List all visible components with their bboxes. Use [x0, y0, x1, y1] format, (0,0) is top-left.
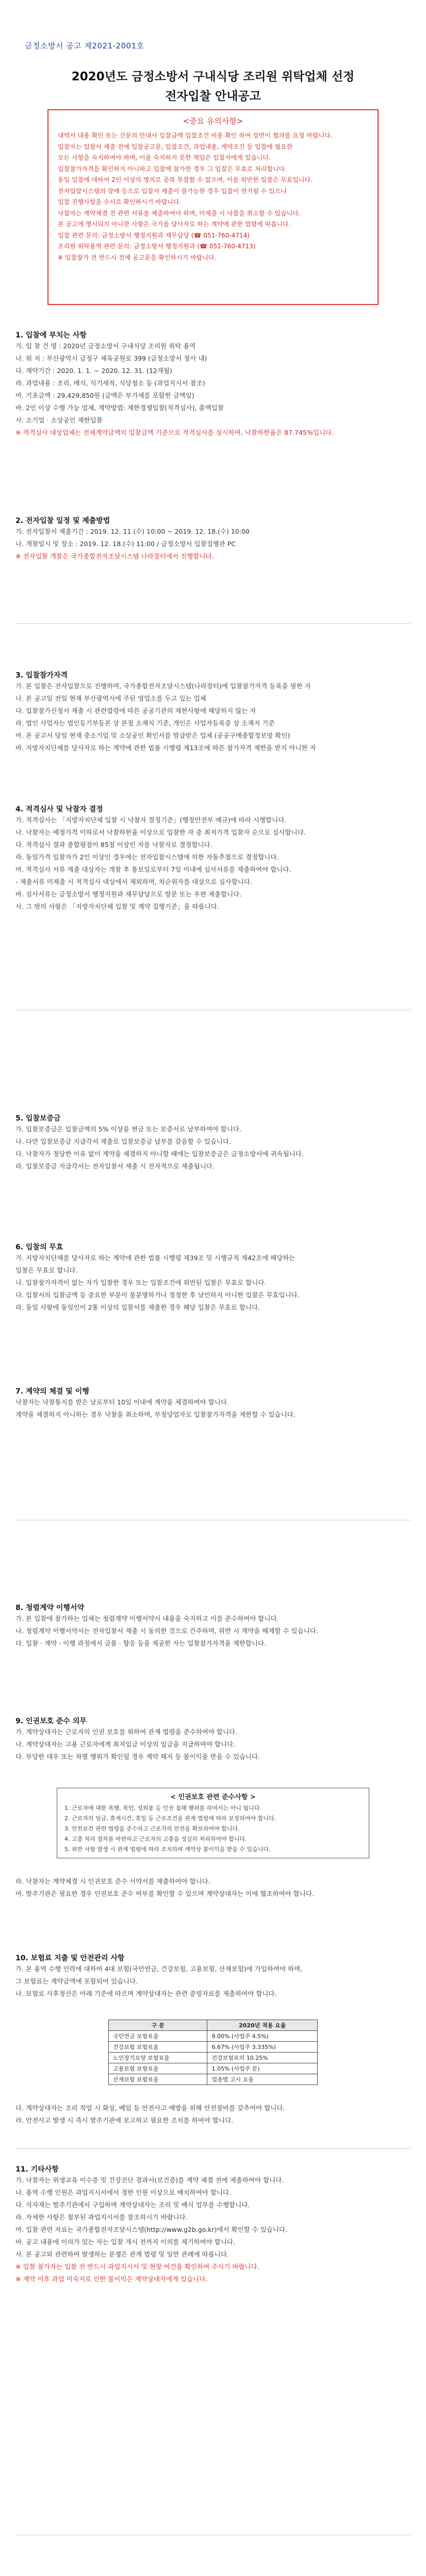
section-title: 1. 입찰에 부치는 사항 — [15, 331, 87, 340]
section-line: 다. 부당한 대우 또는 차별 행위가 확인될 경우 계약 해지 등 불이익을 받을 수 있습니다. — [15, 1753, 260, 1760]
section-line: 가. 입 찰 건 명 : 2020년 금정소방서 구내식당 조리원 위탁 용역 — [15, 342, 196, 350]
section-line: 가. 적격심사는 「지방자치단체 입찰 시 낙찰자 결정기준」(행정안전부 예규)에 따라 시행합니다. — [15, 816, 287, 824]
section-title: 10. 보험료 지출 및 안전관리 사항 — [15, 1954, 125, 1962]
section-line: 가. 전자입찰서 제출기간 : 2019. 12. 11.(수) 10:00 ~ 2019. 12. 18.(수) 10:00 — [15, 528, 250, 535]
table-cell: 건강보험 보험료율 — [109, 2042, 207, 2053]
table-row — [109, 2074, 318, 2085]
section-line: 나. 청렴계약 이행서약서는 전자입찰서 제출 시 동의한 것으로 간주하며, 위반 시 계약을 해제할 수 있습니다. — [15, 1627, 318, 1635]
table-cell: 국민연금 보험료율 — [109, 2031, 207, 2042]
notice-line: ※ 입찰참가 전 반드시 전체 공고문을 확인하시기 바랍니다. — [58, 253, 217, 261]
section-line: 나. 본 공고일 전일 현재 부산광역시에 주된 영업소를 두고 있는 업체 — [15, 694, 206, 702]
notice-line: 입찰참가자격을 확인하지 아니하고 입찰에 참가한 경우 그 입찰은 무효로 처리합니다. — [58, 165, 287, 173]
section-line: 라. 동일 사항에 동일인이 2통 이상의 입찰서를 제출한 경우 해당 입찰은 무효로 합니다. — [15, 1303, 260, 1311]
section-line: 가. 본 입찰은 전자입찰으로 진행하며, 국가종합전자조달시스템(나라장터)에 입찰참가자격 등록을 필한 자 — [15, 682, 311, 690]
section-10 — [15, 1953, 411, 2000]
table-row — [109, 2042, 318, 2053]
section-line: 가. 낙찰자는 위생교육 이수증 및 건강진단 결과서(보건증)를 계약 체결 전에 제출하여야 합니다. — [15, 2176, 284, 2184]
table-row — [109, 2063, 318, 2074]
section-line: 라. 자세한 사항은 첨부된 과업지시서를 참조하시기 바랍니다. — [15, 2213, 188, 2221]
table-cell: 건강보험료의 10.25% — [207, 2053, 318, 2063]
table-row — [109, 2053, 318, 2063]
section-line: 가. 본 용역 수행 인력에 대하여 4대 보험(국민연금, 건강보험, 고용보험, 산재보험)에 가입하여야 하며, — [15, 1965, 303, 1973]
section-line: 가. 본 입찰에 참가하는 업체는 청렴계약 이행서약서 내용을 숙지하고 이를 준수하여야 합니다. — [15, 1615, 279, 1622]
section-line: 다. 계약기간 : 2020. 1. 1. ~ 2020. 12. 31. (12개월) — [15, 367, 172, 375]
notice-line: 조리원 위탁용역 관련 문의: 금정소방서 행정지원과 (☎ 051-760-4713) — [58, 243, 256, 250]
notice-line: 동일 입찰에 대하여 2인 이상의 명의로 중복 투찰할 수 없으며, 이를 위반한 입찰은 무효입니다. — [58, 176, 313, 183]
section-title: 6. 입찰의 무효 — [15, 1243, 63, 1251]
section-line: 나. 보험료 사후정산은 아래 기준에 따르며 계약상대자는 관련 증빙자료를 제출하여야 합니다. — [15, 1990, 277, 1997]
section-line: 가. 입찰보증금은 입찰금액의 5% 이상을 현금 또는 보증서로 납부하여야 합니다. — [15, 1125, 241, 1133]
table-header-cell: 2020년 적용 요율 — [207, 2020, 318, 2031]
section-5 — [15, 1113, 411, 1173]
section-line: 다. 적격심사 결과 종합평점이 85점 이상인 자를 낙찰자로 결정합니다. — [15, 841, 212, 849]
notice-line: 입찰 관련 문의: 금정소방서 행정지원과 재무담당 (☎ 051-760-4714) — [58, 231, 250, 239]
divider — [15, 623, 411, 624]
section-line: 다. 입찰참가신청서 제출 시 관련법령에 따른 공공기관의 제한사항에 해당하지 않는 자 — [15, 707, 256, 715]
section-line: 다. 입찰서의 입찰금액 등 중요한 부분이 불분명하거나 정정한 후 날인하지 아니한 입찰은 무효입니다. — [15, 1291, 300, 1299]
section-3 — [15, 670, 411, 754]
section-line: 마. 입찰 관련 자료는 국가종합전자조달시스템(http://www.g2b.go.kr)에서 확인할 수 있습니다. — [15, 2226, 287, 2233]
section-10-continued — [15, 2102, 411, 2127]
section-line: 나. 다만 입찰보증금 지급각서 제출로 입찰보증금 납부를 갈음할 수 있습니다. — [15, 1138, 232, 1145]
section-11 — [15, 2164, 411, 2285]
table-cell: 업종별 고시 요율 — [207, 2074, 318, 2085]
notice-line: 본 공고에 명시되지 아니한 사항은 국가를 당사자로 하는 계약에 관한 법령에 따릅니다. — [58, 221, 291, 228]
section-line: 가. 계약상대자는 근로자의 인권 보호를 위하여 관계 법령을 준수하여야 합니다. — [15, 1728, 238, 1736]
box-line: 2. 근로자의 임금, 휴게시간, 휴일 등 근로조건을 관계 법령에 따라 보장하여야 합니다. — [64, 1815, 276, 1822]
box-line: 3. 안전보건 관련 법령을 준수하고 근로자의 안전을 확보하여야 합니다. — [64, 1825, 240, 1832]
table-row — [109, 2031, 318, 2042]
box-title: < 인권보호 관련 준수사항 > — [170, 1793, 256, 1801]
document-subtitle: 전자입찰 안내공고 — [165, 90, 261, 103]
box-line: 5. 위반 사항 발생 시 관계 법령에 따라 조치하며 계약상 불이익을 받을 수 있습니다. — [64, 1846, 271, 1853]
divider — [15, 2148, 411, 2149]
table-cell: 산재보험 보험료율 — [109, 2074, 207, 2085]
section-warning: ※ 전자입찰 개찰은 국가종합전자조달시스템 나라장터에서 진행합니다. — [15, 552, 214, 560]
section-line: 마. 발주기관은 필요한 경우 인권보호 준수 여부를 확인할 수 있으며 계약상대자는 이에 협조하여야 합니다. — [15, 1890, 314, 1897]
human-rights-box — [57, 1788, 369, 1858]
notice-number: 금정소방서 공고 제2021-2001호 — [25, 41, 144, 50]
table-header-row — [109, 2020, 318, 2031]
section-line: 나. 입찰참가자격이 없는 자가 입찰한 경우 또는 입찰조건에 위반된 입찰은 무효로 합니다. — [15, 1279, 267, 1286]
section-line: 나. 낙찰자는 예정가격 이하로서 낙찰하한율 이상으로 입찰한 자 중 최저가격 입찰자 순으로 심사합니다. — [15, 828, 306, 836]
section-line: 마. 본 공고서 당일 현재 중소기업 및 소상공인 확인서를 발급받은 업체 (공공구매종합정보망 확인) — [15, 732, 290, 739]
section-line: 사. 그 밖의 사항은 「지방자치단체 입찰 및 계약 집행기준」을 따릅니다. — [15, 903, 219, 910]
section-line: 나. 용역 수행 인원은 과업지시서에서 정한 인원 이상으로 배치하여야 합니다. — [15, 2189, 232, 2196]
section-line: 다. 입찰 · 계약 · 이행 과정에서 금품 · 향응 등을 제공한 자는 입찰참가자격을 제한합니다. — [15, 1639, 267, 1647]
notice-line: 내역서 내용 확인 또는 신분의 안내사 입찰금액 입찰조건 비용 확인 하여 상반이 협의를 요청 바랍니다. — [58, 132, 333, 139]
section-line: 가. 지방자치단체를 당사자로 하는 계약에 관한 법률 시행령 제39조 및 시행규칙 제42조에 해당하는 — [15, 1254, 296, 1262]
section-4 — [15, 804, 411, 913]
notice-box-title: <중요 유의사항> — [183, 116, 243, 126]
section-line: 다. 계약상대자는 조리 작업 시 화상, 베임 등 안전사고 예방을 위해 안전장비를 갖추어야 합니다. — [15, 2104, 285, 2112]
insurance-rate-table — [108, 2020, 318, 2085]
section-line: 계약을 체결하지 아니하는 경우 낙찰을 취소하며, 부정당업자로 입찰참가자격을 제한할 수 있습니다. — [15, 1411, 296, 1418]
section-line: 낙찰자는 낙찰통지를 받은 날로부터 10일 이내에 계약을 체결하여야 합니다. — [15, 1398, 229, 1406]
section-line: 나. 위 치 : 부산광역시 금정구 체육공원로 399 (금정소방서 청사 내) — [15, 354, 207, 362]
section-title: 8. 청렴계약 이행서약 — [15, 1604, 84, 1612]
section-line: 라. 과업내용 : 조리, 배식, 식기세척, 식당청소 등 (과업지시서 참조) — [15, 379, 205, 387]
section-9-continued — [15, 1875, 411, 1900]
section-warning: ※ 계약 이후 과업 미숙지로 인한 불이익은 계약상대자에게 있습니다. — [15, 2275, 208, 2283]
section-title: 3. 입찰참가자격 — [15, 671, 68, 680]
table-cell: 1.05% (사업주 분) — [207, 2063, 318, 2074]
box-line: 4. 고충 처리 절차를 마련하고 근로자의 고충을 성실히 처리하여야 합니다. — [64, 1836, 247, 1842]
section-line: 바. 공고 내용에 이의가 있는 자는 입찰 개시 전까지 이의를 제기하여야 합니다. — [15, 2238, 235, 2246]
section-7 — [15, 1386, 411, 1421]
section-line: - 제출서류 미제출 시 적격심사 대상에서 제외하며, 차순위자를 대상으로 심사합니다. — [15, 878, 252, 886]
section-2 — [15, 515, 411, 563]
section-title: 9. 인권보호 준수 의무 — [15, 1717, 87, 1725]
notice-line: 모든 사항을 숙지하여야 하며, 이를 숙지하지 못한 책임은 입찰자에게 있습니다. — [58, 154, 271, 161]
section-8 — [15, 1602, 411, 1650]
section-line: 마. 기초금액 : 29,429,850원 (금액은 부가세를 포함한 금액임) — [15, 392, 194, 399]
section-title: 4. 적격심사 및 낙찰자 결정 — [15, 805, 103, 814]
section-line: 라. 입찰보증금 지급각서는 전자입찰서 제출 시 전자적으로 제출됩니다. — [15, 1162, 215, 1170]
section-line: 바. 2인 이상 수행 가능 업체, 계약방법: 제한경쟁입찰(적격심사), 총액입찰 — [15, 404, 224, 412]
section-warning: ※ 입찰 참가자는 입찰 전 반드시 과업지시서 및 현장 여건을 확인하여 주시기 바랍니다. — [15, 2263, 259, 2270]
notice-line: 입찰 진행사항을 수시로 확인하시기 바랍니다. — [58, 198, 182, 206]
important-notice-box — [47, 109, 379, 305]
box-line: 1. 근로자에 대한 폭행, 폭언, 성희롱 등 인권 침해 행위를 하여서는 아니 됩니다. — [64, 1805, 261, 1811]
section-6 — [15, 1242, 411, 1314]
section-warning: ※ 적격심사 대상업체는 전체계약금액의 입찰금액 기준으로 적격심사를 실시하며, 낙찰하한율은 87.745%입니다. — [15, 429, 334, 436]
section-line: 다. 낙찰자가 정당한 이유 없이 계약을 체결하지 아니할 때에는 입찰보증금은 금정소방서에 귀속됩니다. — [15, 1150, 304, 1158]
section-line: 다. 식자재는 발주기관에서 구입하며 계약상대자는 조리 및 배식 업무를 수행합니다. — [15, 2201, 250, 2209]
table-cell: 노인장기요양 보험료율 — [109, 2053, 207, 2063]
section-line: 라. 낙찰자는 계약체결 시 인권보호 준수 서약서를 제출하여야 합니다. — [15, 1877, 210, 1885]
section-line: 입찰은 무효로 합니다. — [15, 1266, 78, 1274]
section-1 — [15, 330, 411, 439]
section-title: 2. 전자입찰 일정 및 제출방법 — [15, 517, 110, 525]
section-line: 사. 소기업 · 소상공인 제한입찰 — [15, 416, 103, 424]
section-title: 7. 계약의 체결 및 이행 — [15, 1387, 89, 1396]
section-line: 라. 안전사고 발생 시 즉시 발주기관에 보고하고 필요한 조치를 하여야 합니다. — [15, 2116, 234, 2124]
section-title: 5. 입찰보증금 — [15, 1114, 61, 1123]
table-cell: 6.67% (사업주 3.335%) — [207, 2042, 318, 2053]
notice-line: 전자입찰시스템의 장애 등으로 입찰서 제출이 불가능한 경우 입찰이 연기될 수 있으니 — [58, 187, 287, 195]
table-header-cell: 구 분 — [109, 2020, 207, 2031]
section-line: 그 보험료는 계약금액에 포함되어 있습니다. — [15, 1977, 138, 1985]
table-cell: 9.00% (사업주 4.5%) — [207, 2031, 318, 2042]
section-line: 나. 개찰일시 및 장소 : 2019. 12. 18.(수) 11:00 / 금정소방서 입찰집행관 PC — [15, 540, 236, 548]
section-line: 바. 심사서류는 금정소방서 행정지원과 재무담당으로 방문 또는 우편 제출합니다. — [15, 890, 242, 898]
section-line: 사. 본 공고와 관련하여 발생하는 분쟁은 관계 법령 및 일반 관례에 따릅니다. — [15, 2250, 229, 2258]
notice-line: 입찰자는 입찰서 제출 전에 입찰공고문, 입찰조건, 과업내용, 계약조건 등 입찰에 필요한 — [58, 143, 293, 150]
section-line: 바. 지방자치단체를 당사자로 하는 계약에 관한 법률 시행령 제13조에 따른 참가자격 제한을 받지 아니한 자 — [15, 744, 316, 752]
section-line: 라. 법인 사업자는 법인등기부등본 상 본점 소재지 기준, 개인은 사업자등록증 상 소재지 기준 — [15, 719, 275, 727]
document-title: 2020년도 금정소방서 구내식당 조리원 위탁업체 선정 — [71, 70, 355, 83]
section-9 — [15, 1716, 411, 1763]
notice-line: 낙찰자는 계약체결 전 관련 서류를 제출하여야 하며, 미제출 시 낙찰을 취소할 수 있습니다. — [58, 209, 301, 217]
section-line: 마. 적격심사 서류 제출 대상자는 개찰 후 통보일로부터 7일 이내에 심사서류를 제출하여야 합니다. — [15, 866, 291, 873]
section-line: 나. 계약상대자는 고용 근로자에게 최저임금 이상의 임금을 지급하여야 합니다. — [15, 1740, 236, 1748]
section-title: 11. 기타사항 — [15, 2165, 59, 2174]
section-line: 라. 동일가격 입찰자가 2인 이상인 경우에는 전자입찰시스템에 의한 자동추첨으로 결정합니다. — [15, 853, 279, 861]
table-cell: 고용보험 보험료율 — [109, 2063, 207, 2074]
